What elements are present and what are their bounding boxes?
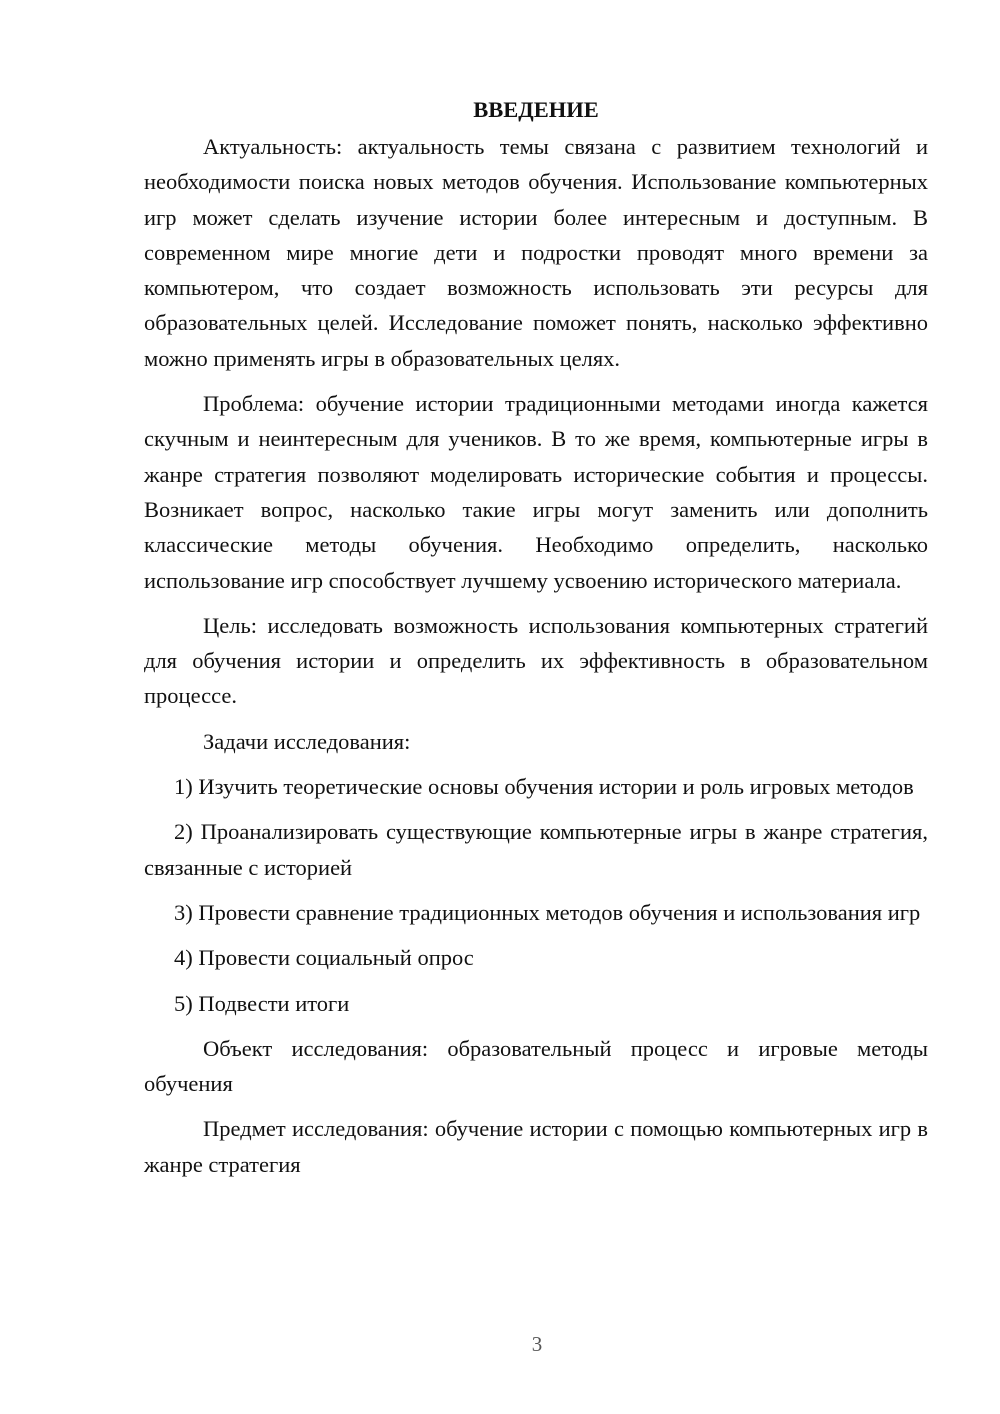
goal-paragraph: Цель: исследовать возможность использования компьютерных стратегий для обучения истории и определить их эффективность в образовательном процессе.: [144, 612, 928, 709]
task-item-4: 4) Провести социальный опрос: [174, 945, 474, 971]
object-paragraph: Объект исследования: образовательный процесс и игровые методы обучения: [144, 1035, 928, 1097]
problem-paragraph: Проблема: обучение истории традиционными методами иногда кажется скучным и неинтересным для учеников. В то же время, компьютерные игры в жанре стратегия позволяют моделировать исторические события и процессы. Возникает вопрос, насколько такие игры могут заменить или дополнить классические методы обучения. Необходимо определить, насколько использование игр способствует лучшему усвоению исторического материала.: [144, 391, 928, 593]
page-number: 3: [531, 1332, 543, 1356]
task-item-3: 3) Провести сравнение традиционных методов обучения и использования игр: [174, 899, 921, 925]
tasks-heading: Задачи исследования:: [203, 728, 411, 754]
task-item-2: 2) Проанализировать существующие компьютерные игры в жанре стратегия, связанные с историей: [144, 819, 928, 880]
section-title: ВВЕДЕНИЕ: [473, 97, 599, 122]
task-item-1: 1) Изучить теоретические основы обучения истории и роль игровых методов: [174, 774, 914, 800]
subject-paragraph: Предмет исследования: обучение истории с помощью компьютерных игр в жанре стратегия: [144, 1116, 928, 1177]
relevance-paragraph: Актуальность: актуальность темы связана с развитием технологий и необходимости поиска новых методов обучения. Использование компьютерных игр может сделать изучение истории более интересным и доступным. В современном мире многие дети и подростки проводят много времени за компьютером, что создает возможность использовать эти ресурсы для образовательных целей. Исследование поможет понять, насколько эффективно можно применять игры в образовательных целях.: [144, 134, 928, 371]
page-content: [144, 92, 928, 1192]
task-item-5: 5) Подвести итоги: [174, 990, 350, 1016]
